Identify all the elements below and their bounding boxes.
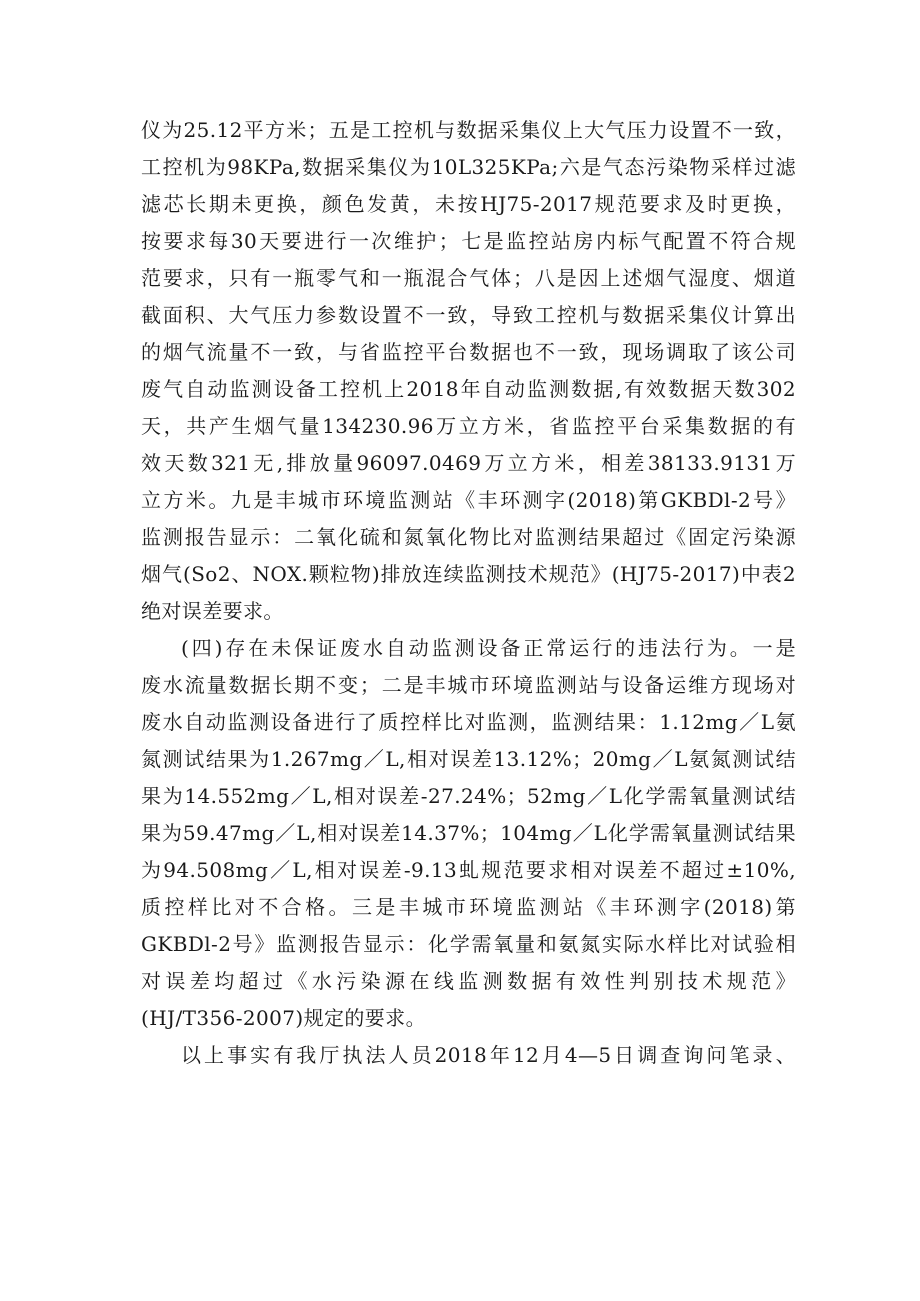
text-line: 质控样比对不合格。三是丰城市环境监测站《丰环测字(2018)第: [141, 895, 796, 919]
text-line: 按要求每30天要进行一次维护；七是监控站房内标气配置不符合规: [141, 229, 796, 253]
text-line: 监测报告显示：二氧化硫和氮氧化物比对监测结果超过《固定污染源: [141, 525, 796, 549]
text-line: 废水流量数据长期不变；二是丰城市环境监测站与设备运维方现场对: [141, 673, 796, 697]
paragraph-end-line: 绝对误差要求。: [141, 599, 284, 623]
text-line: 为94.508mg／L,相对误差-9.13虬规范要求相对误差不超过±10%,: [141, 858, 796, 882]
text-line: 立方米。九是丰城市环境监测站《丰环测字(2018)第GKBDl-2号》: [141, 488, 796, 512]
text-line: 的烟气流量不一致，与省监控平台数据也不一致，现场调取了该公司: [141, 340, 796, 364]
text-line: GKBDl-2号》监测报告显示：化学需氧量和氨氮实际水样比对试验相: [141, 932, 796, 956]
text-line: 天，共产生烟气量134230.96万立方米，省监控平台采集数据的有: [141, 414, 796, 438]
text-line: 果为59.47mg／L,相对误差14.37%；104mg／L化学需氧量测试结果: [141, 821, 796, 845]
paragraph-end-line: (HJ/T356-2007)规定的要求。: [141, 1006, 426, 1030]
text-line: 烟气(So2、NOX.颗粒物)排放连续监测技术规范》(HJ75-2017)中表2: [141, 562, 796, 586]
text-line: 废气自动监测设备工控机上2018年自动监测数据,有效数据天数302: [141, 377, 796, 401]
text-line: 效天数321无,排放量96097.0469万立方米，相差38133.9131万: [141, 451, 796, 475]
document-body: [141, 112, 796, 1074]
text-line: 范要求，只有一瓶零气和一瓶混合气体；八是因上述烟气湿度、烟道: [141, 266, 796, 290]
text-line: 截面积、大气压力参数设置不一致，导致工控机与数据采集仪计算出: [141, 303, 796, 327]
text-line: 工控机为98KPa,数据采集仪为10L325KPa;六是气态污染物采样过滤: [141, 155, 796, 179]
text-line: 对误差均超过《水污染源在线监测数据有效性判别技术规范》: [141, 969, 796, 993]
text-line: 滤芯长期未更换，颜色发黄，未按HJ75-2017规范要求及时更换，: [141, 192, 796, 216]
text-line: 仪为25.12平方米；五是工控机与数据采集仪上大气压力设置不一致，: [141, 118, 796, 142]
text-line: 氮测试结果为1.267mg／L,相对误差13.12%；20mg／L氨氮测试结: [141, 747, 796, 771]
text-line: 果为14.552mg／L,相对误差-27.24%；52mg／L化学需氧量测试结: [141, 784, 796, 808]
paragraph-start-line: 以上事实有我厅执法人员2018年12月4—5日调查询问笔录、: [181, 1043, 796, 1067]
text-line: 废水自动监测设备进行了质控样比对监测，监测结果：1.12mg／L氨: [141, 710, 796, 734]
section-heading-line: (四)存在未保证废水自动监测设备正常运行的违法行为。一是: [181, 636, 796, 660]
